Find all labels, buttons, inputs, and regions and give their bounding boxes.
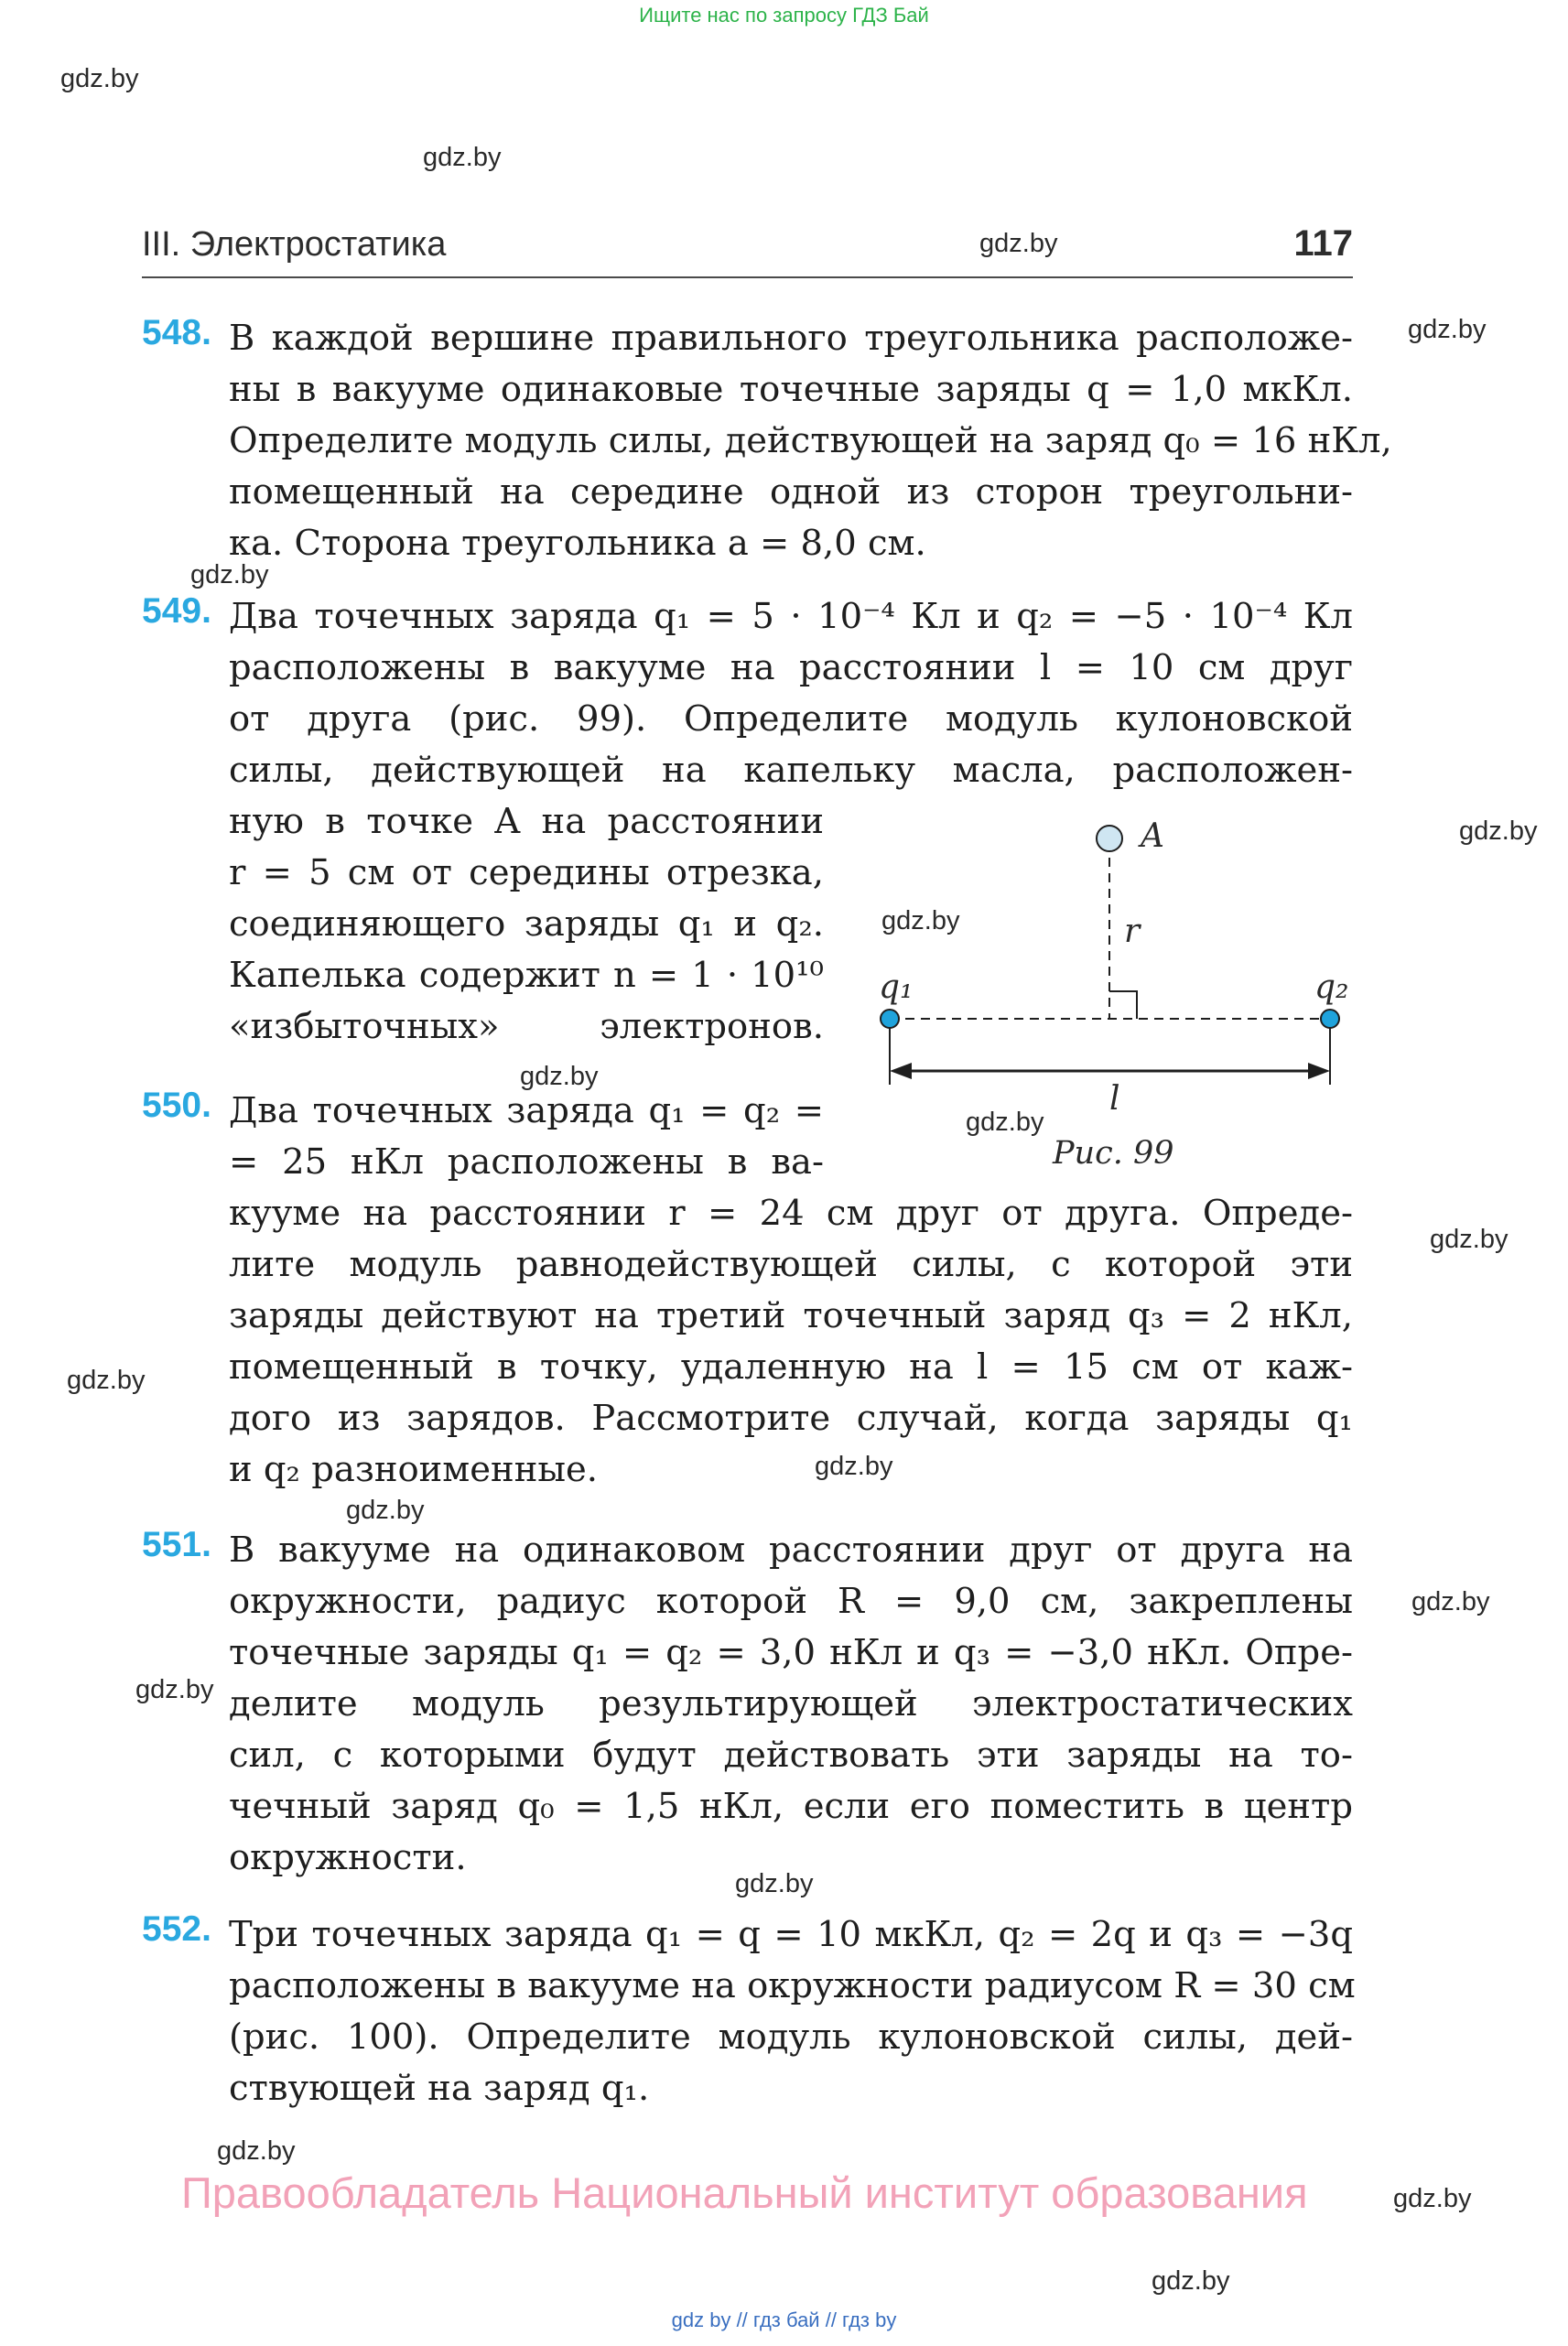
problem-text-line: делите модуль результирующей электростатических — [229, 1683, 1353, 1724]
problem-number: 551. — [142, 1525, 211, 1564]
watermark: gdz.by — [67, 1366, 146, 1395]
problem-text-line: помещенный в точку, удаленную на l = 15 см от каж- — [229, 1346, 1353, 1388]
label-q2: q₂ — [1314, 968, 1349, 1006]
label-a: A — [1141, 817, 1164, 855]
problem-number: 549. — [142, 591, 211, 631]
watermark: gdz.by — [1408, 315, 1487, 344]
header-rule — [142, 276, 1353, 278]
problem-text-line: Два точечных заряда q₁ = 5 · 10⁻⁴ Кл и q₂ = −5 · 10⁻⁴ Кл — [229, 596, 1353, 637]
problem-text-line: = 25 нКл расположены в ва- — [229, 1141, 824, 1183]
problem-text-line: (рис. 100). Определите модуль кулоновской силы, дей- — [229, 2016, 1353, 2058]
watermark: gdz.by — [1393, 2184, 1472, 2213]
watermark: gdz.by — [881, 906, 960, 935]
label-l: l — [1109, 1080, 1120, 1118]
watermark: gdz.by — [423, 143, 502, 172]
right-angle-mark — [1109, 991, 1137, 1019]
point-a — [1097, 826, 1122, 851]
footer-links[interactable]: gdz by // гдз бай // гдз by — [671, 2308, 897, 2331]
figure-99-diagram — [860, 805, 1355, 1117]
problem-text-line: ствующей на заряд q₁. — [229, 2068, 650, 2109]
problem-text-line: Капелька содержит n = 1 · 10¹⁰ — [229, 955, 824, 996]
watermark: gdz.by — [815, 1452, 893, 1481]
problem-text-line: окружности, радиус которой R = 9,0 см, закреплены — [229, 1581, 1353, 1622]
problem-text-line: кууме на расстоянии r = 24 см друг от друга. Опреде- — [229, 1193, 1353, 1234]
problem-text-line: ка. Сторона треугольника a = 8,0 см. — [229, 523, 926, 564]
problem-text-line: ны в вакууме одинаковые точечные заряды q = 1,0 мкКл. — [229, 369, 1353, 410]
copyright-notice: Правообладатель Национальный институт образования — [181, 2168, 1308, 2217]
problem-text-line: заряды действуют на третий точечный заряд q₃ = 2 нКл, — [229, 1295, 1353, 1336]
charge-q2 — [1321, 1010, 1339, 1028]
problem-text-line: Три точечных заряда q₁ = q = 10 мкКл, q₂ = 2q и q₃ = −3q — [229, 1914, 1353, 1955]
problem-number: 550. — [142, 1086, 211, 1125]
problem-text-line: ную в точке A на расстоянии — [229, 801, 824, 842]
problem-text-line: «избыточных» электронов. — [229, 1006, 824, 1047]
charge-q1 — [881, 1010, 899, 1028]
label-q1: q₁ — [879, 968, 914, 1006]
arrow-head-left — [890, 1063, 912, 1079]
problem-text-line: соединяющего заряды q₁ и q₂. — [229, 903, 824, 945]
problem-text-line: силы, действующей на капельку масла, расположен- — [229, 750, 1353, 791]
problem-text-line: r = 5 см от середины отрезка, — [229, 852, 824, 893]
watermark: gdz.by — [346, 1496, 425, 1525]
section-title: III. Электростатика — [142, 225, 447, 264]
problem-text-line: помещенный на середине одной из сторон треугольни- — [229, 471, 1353, 513]
problem-text-line: В вакууме на одинаковом расстоянии друг от друга на — [229, 1530, 1353, 1571]
problem-text-line: Два точечных заряда q₁ = q₂ = — [229, 1090, 824, 1131]
problem-text-line: дого из зарядов. Рассмотрите случай, когда заряды q₁ — [229, 1398, 1353, 1439]
page-number: 117 — [1293, 223, 1353, 264]
problem-text-line: окружности. — [229, 1837, 467, 1878]
arrow-head-right — [1308, 1063, 1330, 1079]
watermark: gdz.by — [1152, 2266, 1230, 2296]
problem-text-line: от друга (рис. 99). Определите модуль кулоновской — [229, 698, 1353, 740]
watermark: gdz.by — [1411, 1587, 1490, 1616]
watermark: gdz.by — [979, 229, 1058, 258]
label-r: r — [1124, 913, 1141, 950]
problem-text-line: расположены в вакууме на расстоянии l = 10 см друг — [229, 647, 1353, 688]
watermark: gdz.by — [60, 64, 139, 93]
problem-text-line: и q₂ разноименные. — [229, 1449, 599, 1490]
search-hint-banner: Ищите нас по запросу ГДЗ Бай — [639, 4, 929, 27]
watermark: gdz.by — [135, 1675, 214, 1704]
watermark: gdz.by — [190, 560, 269, 589]
watermark: gdz.by — [520, 1062, 599, 1091]
problem-number: 548. — [142, 313, 211, 352]
problem-text-line: чечный заряд q₀ = 1,5 нКл, если его поместить в центр — [229, 1786, 1353, 1827]
problem-text-line: Определите модуль силы, действующей на заряд q₀ = 16 нКл, — [229, 420, 1392, 461]
watermark: gdz.by — [217, 2136, 296, 2166]
watermark: gdz.by — [966, 1108, 1044, 1137]
figure-caption: Рис. 99 — [1053, 1135, 1174, 1172]
problem-text-line: расположены в вакууме на окружности радиусом R = 30 см — [229, 1965, 1356, 2006]
problem-text-line: точечные заряды q₁ = q₂ = 3,0 нКл и q₃ = −3,0 нКл. Опре- — [229, 1632, 1353, 1673]
problem-text-line: сил, с которыми будут действовать эти заряды на то- — [229, 1735, 1353, 1776]
watermark: gdz.by — [1430, 1225, 1509, 1254]
watermark: gdz.by — [735, 1869, 814, 1898]
problem-text-line: лите модуль равнодействующей силы, с которой эти — [229, 1244, 1353, 1285]
problem-text-line: В каждой вершине правильного треугольника расположе- — [229, 318, 1353, 359]
problem-number: 552. — [142, 1909, 211, 1949]
watermark: gdz.by — [1459, 816, 1538, 846]
